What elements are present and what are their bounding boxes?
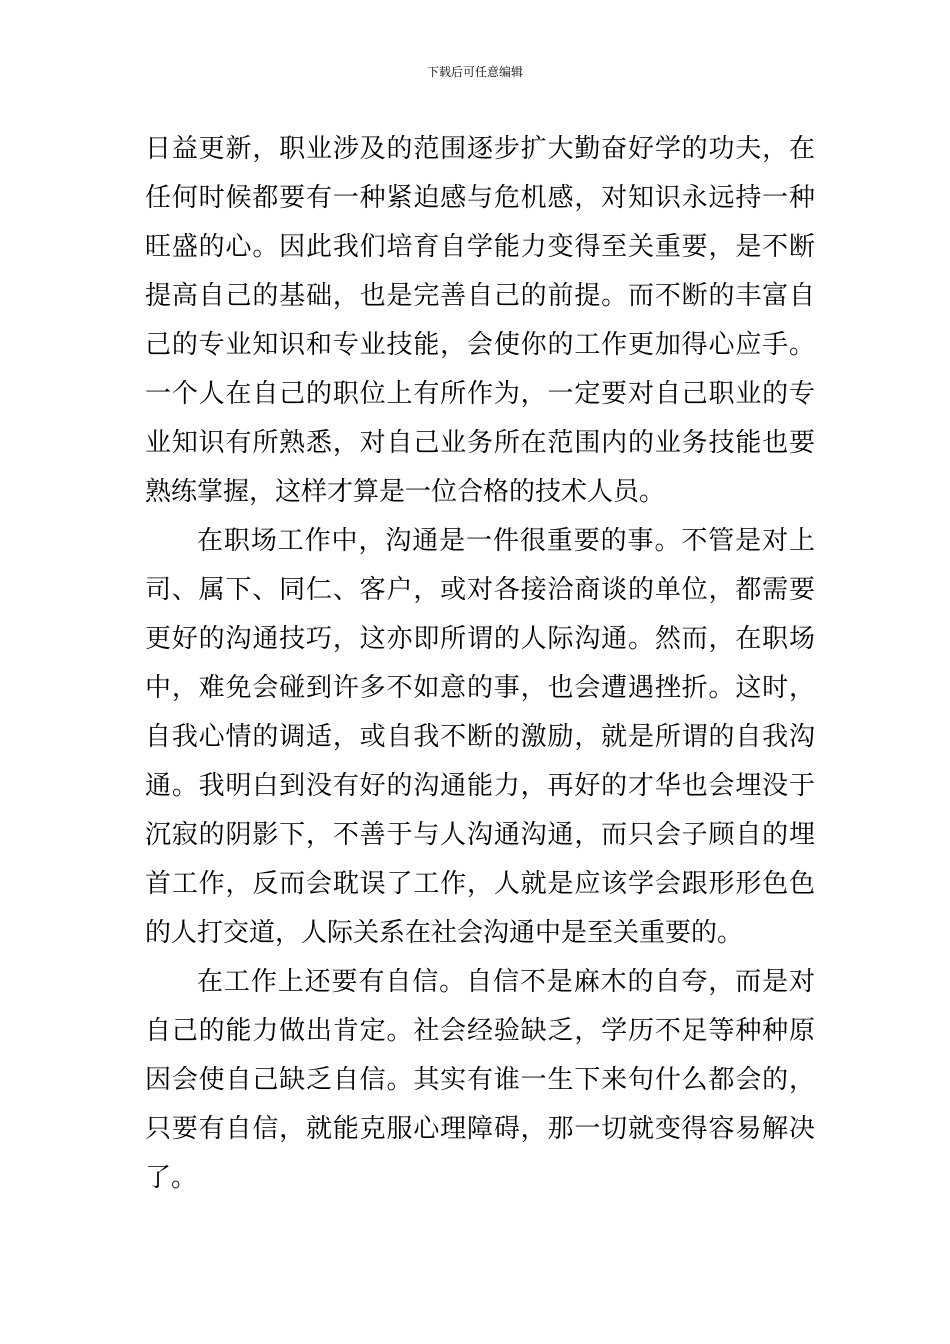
document-body: [145, 125, 815, 1203]
paragraph-continued: 日益更新，职业涉及的范围逐步扩大勤奋好学的功夫，在任何时候都要有一种紧迫感与危机感，对知识永远持一种旺盛的心。因此我们培育自学能力变得至关重要，是不断提高自己的基础，也是完善自己的前提。而不断的丰富自己的专业知识和专业技能，会使你的工作更加得心应手。一个人在自己的职位上有所作为，一定要对自己职业的专业知识有所熟悉，对自己业务所在范围内的业务技能也要熟练掌握，这样才算是一位合格的技术人员。: [145, 134, 815, 507]
page-header: 下载后可任意编辑: [426, 65, 523, 79]
paragraph-communication: 在职场工作中，沟通是一件很重要的事。不管是对上司、属下、同仁、客户，或对各接洽商谈的单位，都需要更好的沟通技巧，这亦即所谓的人际沟通。然而，在职场中，难免会碰到许多不如意的事，也会遭遇挫折。这时，自我心情的调适，或自我不断的激励，就是所谓的自我沟通。我明白到没有好的沟通能力，再好的才华也会埋没于沉寂的阴影下，不善于与人沟通沟通，而只会子顾自的埋首工作，反而会耽误了工作，人就是应该学会跟形形色色的人打交道，人际关系在社会沟通中是至关重要的。: [145, 526, 815, 948]
paragraph-confidence: 在工作上还要有自信。自信不是麻木的自夸，而是对自己的能力做出肯定。社会经验缺乏，学历不足等种种原因会使自己缺乏自信。其实有谁一生下来句什么都会的，只要有自信，就能克服心理障碍，那一切就变得容易解决了。: [145, 967, 815, 1193]
